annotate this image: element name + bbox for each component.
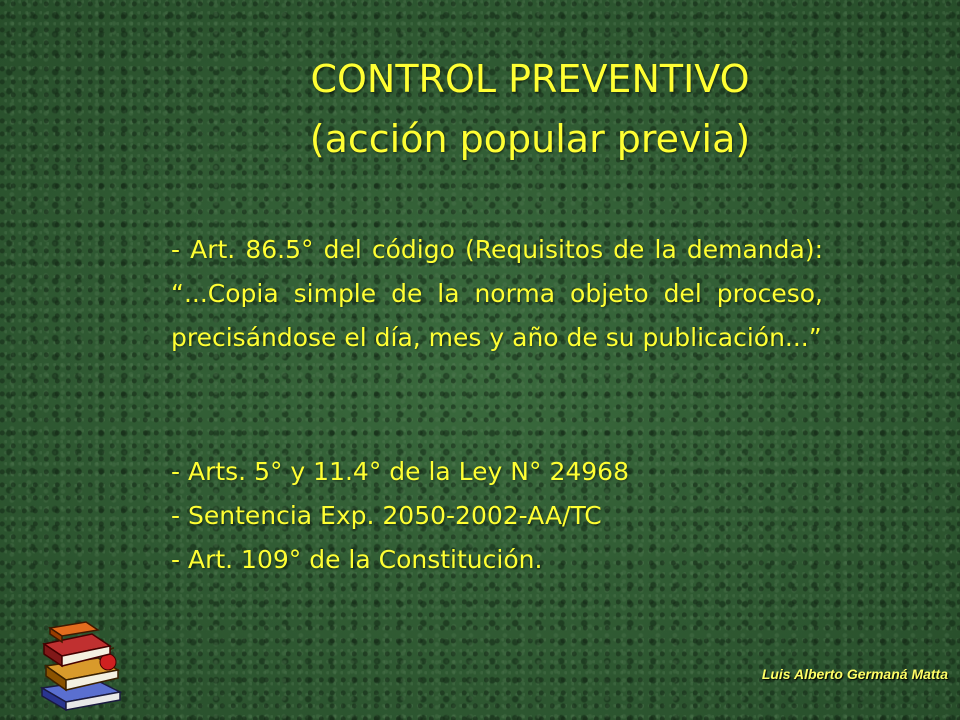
article-paragraph: - Art. 86.5° del código (Requisitos de la demanda): “...Copia simple de la norma objeto del proceso, precisándose el día, mes y año de su publicación...” (171, 235, 823, 352)
reference-item: - Sentencia Exp. 2050-2002-AA/TC (171, 501, 602, 530)
books-stack-icon (36, 618, 124, 714)
author-signature: Luis Alberto Germaná Matta (761, 666, 948, 682)
reference-item: - Art. 109° de la Constitución. (171, 545, 543, 574)
slide-subtitle: (acción popular previa) (309, 117, 751, 161)
reference-item: - Arts. 5° y 11.4° de la Ley N° 24968 (171, 457, 629, 486)
reference-list (171, 450, 823, 582)
slide-title: CONTROL PREVENTIVO (310, 57, 750, 101)
